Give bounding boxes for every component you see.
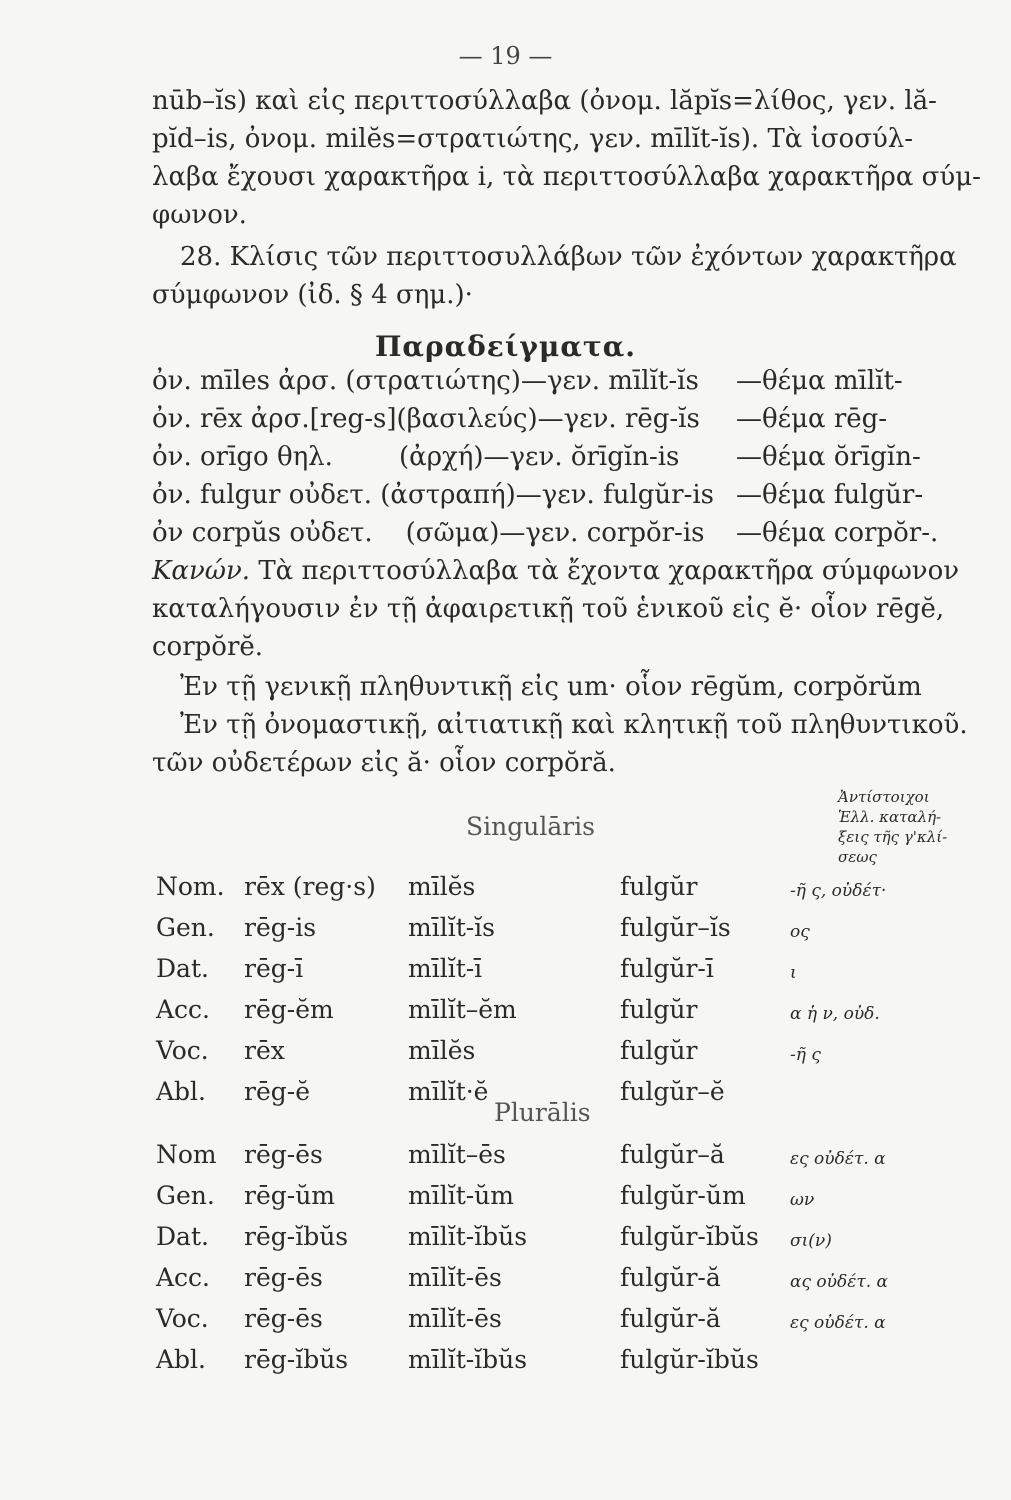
example-stem: —θέμα ŏrīgĭn-	[736, 442, 921, 472]
cell-fulgur: fulgŭr-ă	[620, 1263, 721, 1292]
cell-fulgur: fulgŭr–ĭs	[620, 913, 731, 942]
cell-rex: rēg-ĕ	[244, 1077, 310, 1106]
cell-fulgur: fulgŭr-ă	[620, 1304, 721, 1333]
cell-greek: -ῆ ς, οὐδέτ·	[790, 881, 887, 901]
example-stem: —θέμα fulgŭr-	[736, 480, 924, 510]
cell-miles: mīlĭt-ĭbŭs	[408, 1222, 528, 1251]
intro-line: λαβα ἔχουσι χαρακτῆρα i, τὰ περιττοσύλλαβα χαρακτῆρα σύμ-	[152, 162, 981, 192]
cell-greek: α ἡ ν, οὐδ.	[790, 1004, 880, 1024]
rule-text: καταλήγουσιν ἐν τῇ ἀφαιρετικῇ τοῦ ἑνικοῦ εἰς ĕ· οἷον rēgĕ,	[152, 594, 945, 624]
example-form: ὀν corpŭs οὐδετ. (σῶμα)—γεν. corpŏr-is	[152, 518, 705, 548]
page-number: — 19 —	[458, 42, 553, 70]
intro-line: nūb–ĭs) καὶ εἰς περιττοσύλλαβα (ὀνομ. lăpĭs=λίθος, γεν. lă-	[152, 86, 937, 116]
cell-rex: rēg-is	[244, 913, 317, 942]
cell-rex: rēg-ŭm	[244, 1181, 336, 1210]
cell-fulgur: fulgŭr	[620, 872, 698, 901]
cell-greek: ι	[790, 963, 797, 983]
intro-line: φωνον.	[152, 200, 247, 230]
cell-fulgur: fulgŭr–ĕ	[620, 1077, 725, 1106]
cell-case: Acc.	[156, 1263, 211, 1292]
cell-rex: rēg-ēs	[244, 1263, 323, 1292]
cell-case: Gen.	[156, 1181, 215, 1210]
cell-fulgur: fulgŭr-ĭbŭs	[620, 1345, 759, 1374]
cell-case: Abl.	[156, 1345, 206, 1374]
cell-case: Dat.	[156, 954, 209, 983]
side-note-line: ξεις τῆς γ'κλί-	[838, 828, 948, 846]
cell-miles: mīlĭt-ĭs	[408, 913, 496, 942]
cell-greek: σι(ν)	[790, 1231, 832, 1251]
cell-rex: rēg-ĭbŭs	[244, 1222, 349, 1251]
cell-case: Abl.	[156, 1077, 206, 1106]
cell-greek: ων	[790, 1190, 815, 1210]
plural-title: Plurālis	[494, 1098, 591, 1127]
cell-rex: rēg-ēs	[244, 1304, 323, 1333]
rule-line	[152, 632, 263, 662]
cell-miles: mīlĭt–ĕm	[408, 995, 517, 1024]
section-28-line: 28. Κλίσις τῶν περιττοσυλλάβων τῶν ἐχόντων χαρακτῆρα	[180, 242, 957, 272]
example-form: ὀν. fulgur οὐδετ. (ἀστραπή)—γεν. fulgŭr-is	[152, 480, 715, 510]
cell-case: Nom	[156, 1140, 217, 1169]
cell-greek: ες οὐδέτ. α	[790, 1313, 886, 1333]
example-form: ὀν. mīles ἀρσ. (στρατιώτης)—γεν. mīlĭt-ĭs	[152, 366, 699, 396]
cell-rex: rēg-ĭbŭs	[244, 1345, 349, 1374]
side-note-line: Ἀντίστοιχοι	[838, 788, 930, 806]
cell-miles: mīlĭt-ŭm	[408, 1181, 514, 1210]
cell-case: Voc.	[156, 1304, 209, 1333]
side-note-line: Ἑλλ. καταλή-	[838, 808, 942, 826]
cell-case: Gen.	[156, 913, 215, 942]
cell-fulgur: fulgŭr-ĭbŭs	[620, 1222, 759, 1251]
cell-rex: rēx (reg·s)	[244, 872, 376, 901]
cell-greek: -ῆ ς	[790, 1045, 821, 1065]
cell-miles: mīlĭt-ī	[408, 954, 483, 983]
rule-line	[152, 748, 616, 778]
rule-line	[180, 710, 968, 740]
cell-greek: ας οὐδέτ. α	[790, 1272, 889, 1292]
cell-case: Dat.	[156, 1222, 209, 1251]
intro-line: pĭd–is, ὀνομ. milĕs=στρατιώτης, γεν. mīlĭt-ĭs). Τὰ ἰσοσύλ-	[152, 124, 914, 154]
cell-rex: rēg-ĕm	[244, 995, 334, 1024]
example-stem: —θέμα rēg-	[736, 404, 888, 434]
example-form: ὀν. orīgo θηλ. (ἀρχή)—γεν. ŏrīgĭn-is	[152, 442, 680, 472]
cell-fulgur: fulgŭr-ī	[620, 954, 714, 983]
cell-rex: rēx	[244, 1036, 285, 1065]
cell-fulgur: fulgŭr-ŭm	[620, 1181, 746, 1210]
rule-text: Ἐν τῇ γενικῇ πληθυντικῇ εἰς um· οἷον rēgŭm, corpŏrŭm	[180, 672, 922, 702]
intro-line: σύμφωνον (ἰδ. § 4 σημ.)·	[152, 280, 473, 310]
cell-greek: ες οὐδέτ. α	[790, 1149, 886, 1169]
rule-text: Ἐν τῇ ὀνομαστικῇ, αἰτιατικῇ καὶ κλητικῇ τοῦ πληθυντικοῦ.	[180, 710, 968, 740]
rule-line	[152, 556, 959, 586]
cell-miles: mīlĭt–ēs	[408, 1140, 506, 1169]
rule-label: Κανών.	[152, 556, 251, 586]
cell-case: Acc.	[156, 995, 211, 1024]
example-stem: —θέμα corpŏr-.	[736, 518, 939, 548]
cell-fulgur: fulgŭr	[620, 995, 698, 1024]
side-note-line: σεως	[838, 848, 877, 866]
cell-miles: mīlĭt-ēs	[408, 1263, 502, 1292]
cell-greek: ος	[790, 922, 810, 942]
cell-fulgur: fulgŭr–ă	[620, 1140, 725, 1169]
cell-miles: mīlĕs	[408, 1036, 476, 1065]
example-form: ὀν. rēx ἀρσ.[reg-s](βασιλεύς)—γεν. rēg-ĭs	[152, 404, 700, 434]
cell-case: Nom.	[156, 872, 225, 901]
rule-line	[180, 672, 922, 702]
rule-text: τῶν οὐδετέρων εἰς ă· οἷον corpŏră.	[152, 748, 616, 778]
cell-fulgur: fulgŭr	[620, 1036, 698, 1065]
example-stem: —θέμα mīlĭt-	[736, 366, 903, 396]
cell-miles: mīlĭt·ĕ	[408, 1077, 489, 1106]
cell-miles: mīlĭt-ēs	[408, 1304, 502, 1333]
cell-case: Voc.	[156, 1036, 209, 1065]
cell-miles: mīlĕs	[408, 872, 476, 901]
rule-line	[152, 594, 944, 624]
singular-title: Singulāris	[466, 812, 596, 841]
rule-text: Τὰ περιττοσύλλαβα τὰ ἔχοντα χαρακτῆρα σύμφωνον	[250, 556, 960, 586]
cell-rex: rēg-ī	[244, 954, 304, 983]
cell-rex: rēg-ēs	[244, 1140, 323, 1169]
examples-heading: Παραδείγματα.	[374, 330, 637, 363]
rule-text: corpŏrĕ.	[152, 632, 264, 662]
cell-miles: mīlĭt-ĭbŭs	[408, 1345, 528, 1374]
